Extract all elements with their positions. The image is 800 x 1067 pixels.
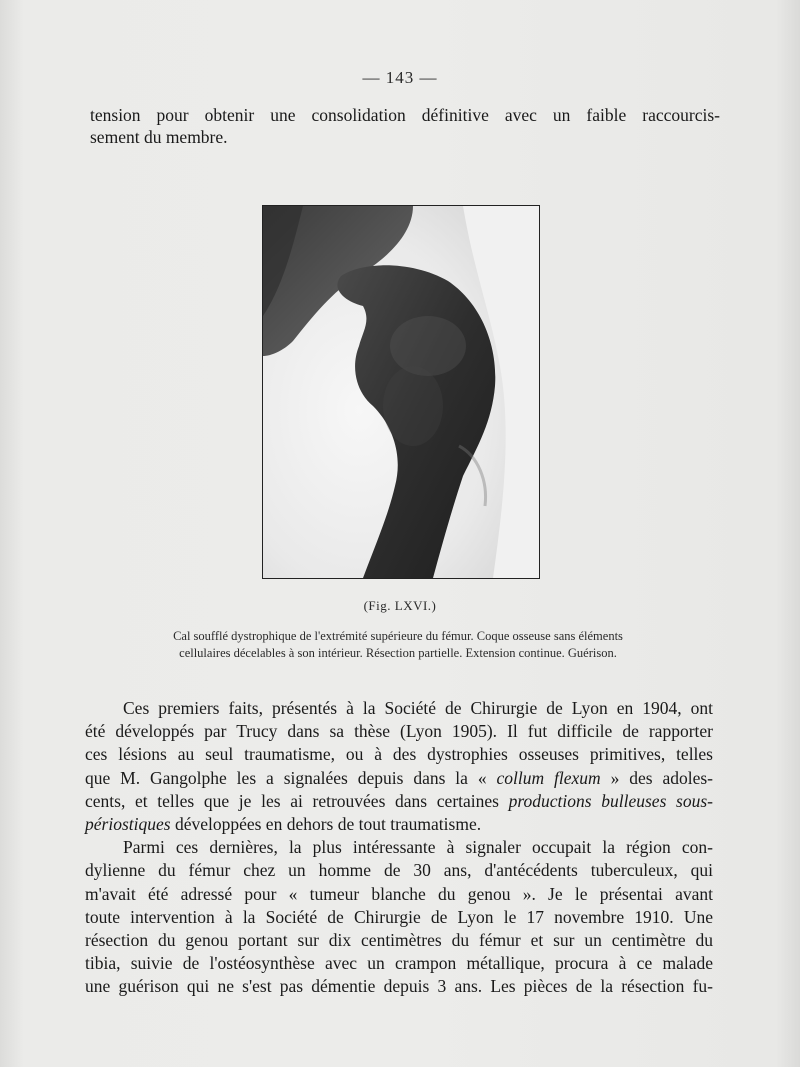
text-run: cents, et telles que je les ai retrouvées dans certaines xyxy=(85,790,509,811)
text-line: ces lésions au seul traumatisme, ou à des dystrophies osseuses primitives, telles xyxy=(85,744,713,765)
figure-caption xyxy=(108,628,688,662)
text-line: toute intervention à la Société de Chirurgie de Lyon le 17 novembre 1910. Une xyxy=(85,906,713,927)
body-text xyxy=(85,697,713,999)
text-line: Ces premiers faits, présentés à la Société de Chirurgie de Lyon en 1904, ont xyxy=(123,698,713,718)
continuation-paragraph xyxy=(90,104,720,148)
text-run: développées en dehors de tout traumatisme. xyxy=(170,814,482,835)
text-line: Parmi ces dernières, la plus intéressante à signaler occupait la région con- xyxy=(123,837,713,858)
text-line: m'avait été adressé pour « tumeur blanche du genou ». Je le présentai avant xyxy=(85,883,713,904)
radiograph-figure xyxy=(262,205,540,579)
text-line: résection du genou portant sur dix centimètres du fémur et sur un centimètre du xyxy=(85,930,713,951)
text-line xyxy=(85,790,713,813)
text-line: dylienne du fémur chez un homme de 30 ans, d'antécédents tuberculeux, qui xyxy=(85,860,713,881)
page-number: — 143 — xyxy=(362,68,438,87)
figure-label: (Fig. LXVI.) xyxy=(363,598,437,613)
text-line xyxy=(85,767,713,790)
caption-line: cellulaires décelables à son intérieur. Résection partielle. Extension continue. Guérison. xyxy=(179,646,617,660)
text-line: sement du membre. xyxy=(90,127,228,147)
text-line: tibia, suivie de l'ostéosynthèse avec un crampon métallique, procura à ce malade xyxy=(85,953,713,974)
radiograph-image xyxy=(263,206,539,578)
text-line: été développés par Trucy dans sa thèse (Lyon 1905). Il fut difficile de rapporter xyxy=(85,721,713,742)
text-line: tension pour obtenir une consolidation définitive avec un faible raccourcis- xyxy=(90,105,720,125)
italic-term: collum flexum xyxy=(496,767,601,788)
caption-line: Cal soufflé dystrophique de l'extrémité supérieure du fémur. Coque osseuse sans éléments xyxy=(173,629,623,643)
text-run: que M. Gangolphe les a signalées depuis dans la « xyxy=(85,767,497,788)
text-line: une guérison qui ne s'est pas démentie depuis 3 ans. Les pièces de la résection fu- xyxy=(85,976,713,997)
text-line xyxy=(85,813,713,836)
text-run: » des adoles- xyxy=(600,767,713,788)
italic-term: productions bulleuses sous- xyxy=(508,790,713,811)
italic-term: périostiques xyxy=(85,814,171,835)
